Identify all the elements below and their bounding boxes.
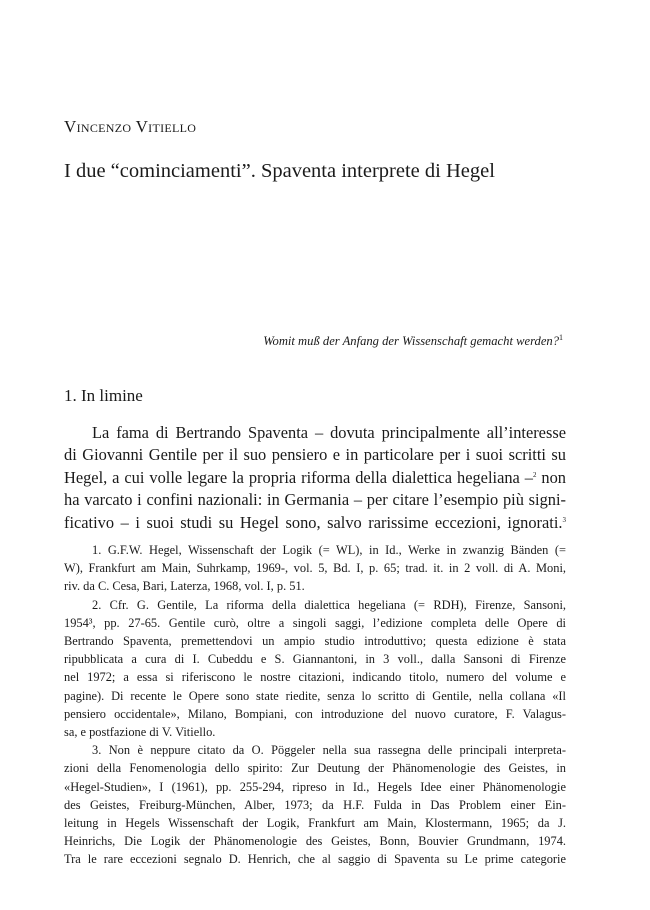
footnote-line: Bertrando Spaventa, premettendovi un ampio studio introduttivo; questa edizione è stata: [64, 634, 566, 649]
footnote-line: ripubblicata a cura di I. Cubeddu e S. Giannantoni, in 3 voll., dalla Sansoni di Firenze: [64, 652, 566, 667]
footnote-line: pensiero occidentale», Milano, Bompiani, con introduzione del nuovo curatore, F. Valagus-: [64, 706, 566, 721]
body-line-text: Hegel, a cui volle legare la propria riforma della dialettica hegeliana –: [64, 468, 533, 487]
body-line: La fama di Bertrando Spaventa – dovuta principalmente all’interesse: [92, 423, 566, 442]
footnote-line: des Geistes, Freiburg-München, Alber, 1973; da H.F. Fulda in Das Problem einer Ein-: [64, 797, 566, 812]
footnote-line: 3. Non è neppure citato da O. Pöggeler nella sua rassegna delle principali interpreta-: [92, 743, 566, 758]
chapter-title: I due “cominciamenti”. Spaventa interprete di Hegel: [64, 160, 495, 182]
footnote-line: 1954³, pp. 27-65. Gentile curò, oltre a singoli saggi, l’edizione completa delle Opere di: [64, 615, 566, 630]
body-line: ha varcato i confini nazionali: in Germania – per citare l’esempio più signi-: [64, 489, 566, 509]
footnote-line: 2. Cfr. G. Gentile, La riforma della dialettica hegeliana (= RDH), Firenze, Sansoni,: [92, 597, 566, 612]
body-paragraph: [64, 422, 566, 534]
section-heading: 1. In limine: [64, 386, 143, 405]
footnote-line: 1. G.F.W. Hegel, Wissenschaft der Logik (= WL), in Id., Werke in zwanzig Bänden (=: [92, 543, 566, 557]
author-name: Vincenzo Vitiello: [64, 117, 197, 136]
footnote-line: nel 1972; a essa si riferiscono le nostre citazioni, indicando titolo, numero del volume e: [64, 670, 566, 685]
footnote-line: «Hegel-Studien», I (1961), pp. 255-294, ripreso in Id., Hegels Idee einer Phänomenologie: [64, 779, 566, 794]
footnotes: [64, 541, 566, 869]
footnote-line: W), Frankfurt am Main, Suhrkamp, 1969-, vol. 5, Bd. I, p. 65; trad. it. in 2 voll. di A. Moni,: [64, 561, 566, 576]
epigraph: [263, 333, 563, 349]
footnote-marker-3: 3: [562, 516, 566, 524]
footnote-line: zioni della Fenomenologia dello spirito: Zur Deutung der Phänomenologie des Geistes, in: [64, 761, 566, 776]
body-line: di Giovanni Gentile per il suo pensiero e in particolare per i suoi scritti su: [64, 444, 566, 464]
footnote-line: pagine). Di recente le Opere sono state riedite, senza lo scritto di Gentile, nella collana «Il: [64, 688, 566, 703]
epigraph-footnote-marker: 1: [559, 333, 563, 342]
footnote-line: riv. da C. Cesa, Bari, Laterza, 1968, vol. I, p. 51.: [64, 579, 305, 594]
footnote-line: Tra le rare eccezioni segnalo D. Henrich, che al saggio di Spaventa su Le prime categorie: [64, 852, 566, 867]
footnote-line: Heinrichs, Die Logik der Phänomenologie des Geistes, Bonn, Bouvier Grundmann, 1974.: [64, 834, 566, 849]
footnote-1: [64, 541, 566, 596]
body-line-text: ficativo – i suoi studi su Hegel sono, salvo rarissime eccezioni, ignorati.: [64, 513, 563, 532]
footnote-2: [64, 596, 566, 742]
body-line: [64, 510, 566, 534]
footnote-line: sa, e postfazione di V. Vitiello.: [64, 725, 216, 740]
epigraph-text: Womit muß der Anfang der Wissenschaft gemacht werden?: [263, 334, 559, 348]
footnote-marker-2: 2: [532, 471, 537, 479]
body-line: [64, 465, 566, 489]
footnote-3: [64, 741, 566, 868]
footnote-line: leitung in Hegels Wissenschaft der Logik, Frankfurt am Main, Klostermann, 1965; da J.: [64, 816, 566, 831]
body-line-text: non: [536, 468, 566, 487]
